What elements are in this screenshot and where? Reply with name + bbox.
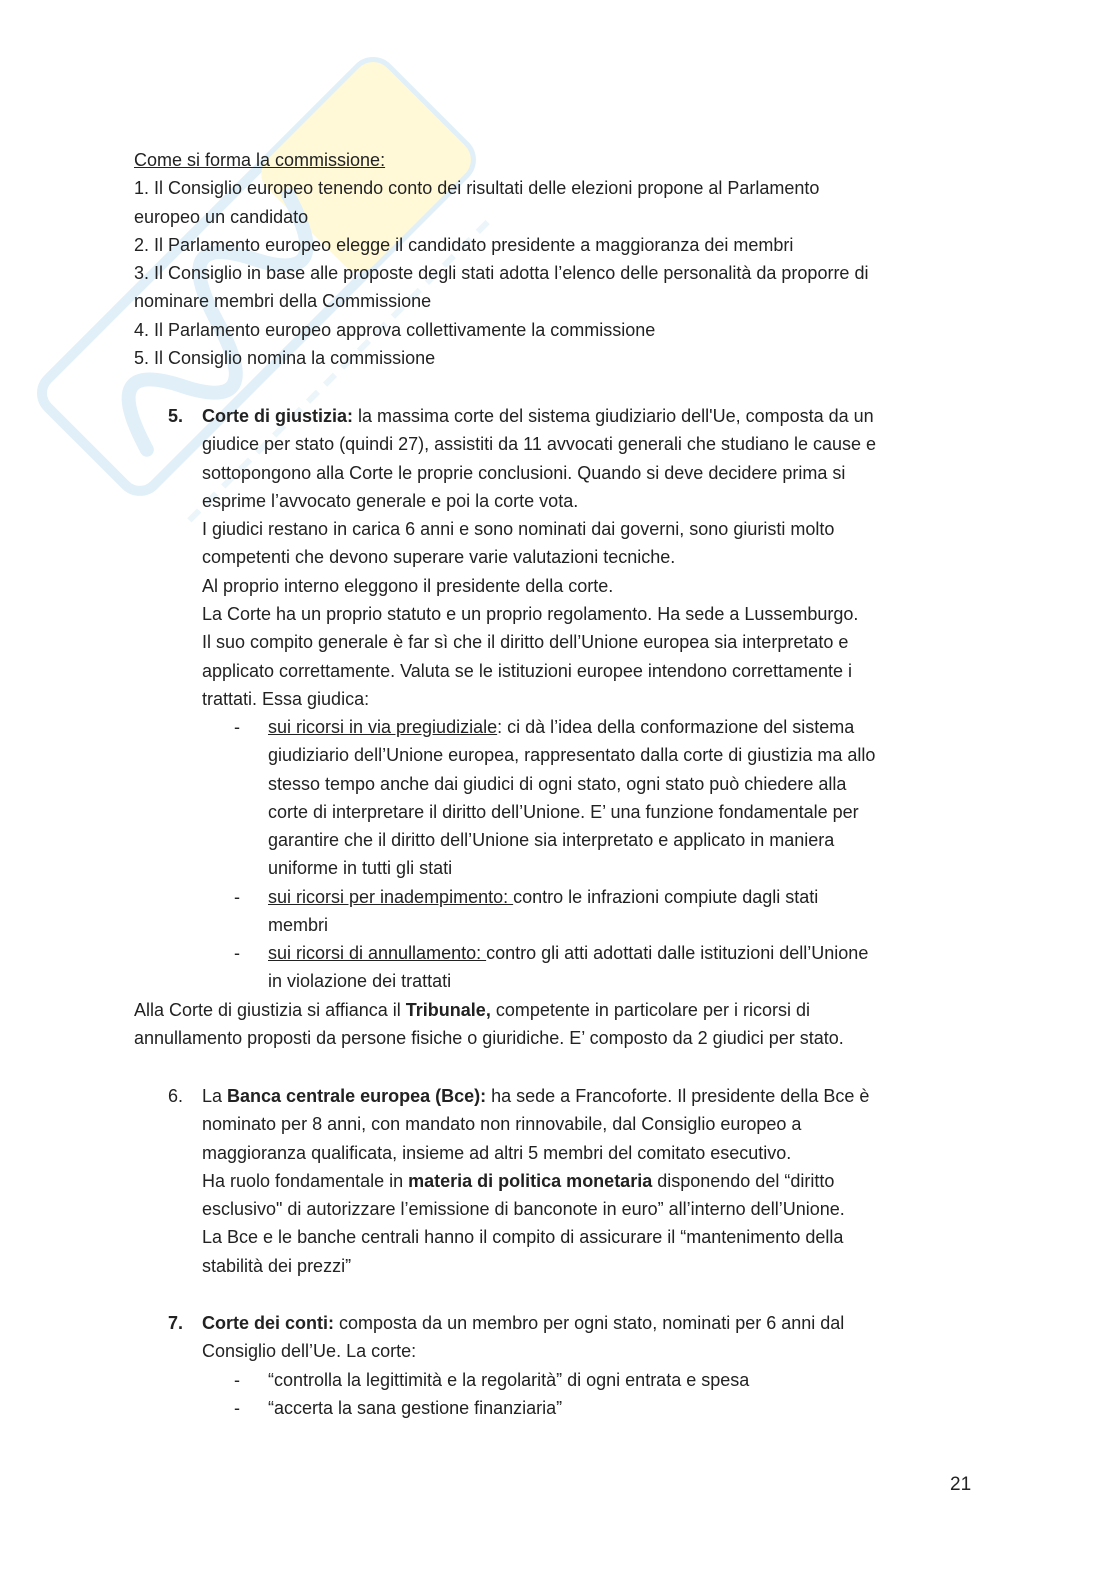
text-line xyxy=(202,543,876,571)
text-line xyxy=(134,146,868,174)
bullet-infringement xyxy=(268,883,818,940)
text-segment: sottopongono alla Corte le proprie conclusioni. Quando si deve decidere prima si xyxy=(202,462,846,483)
text-segment: in violazione dei trattati xyxy=(268,971,452,992)
text-segment: composta da un membro per ogni stato, nominati per 6 anni dal xyxy=(334,1313,845,1333)
bold-text: Tribunale, xyxy=(405,1000,491,1020)
text-line xyxy=(202,572,876,600)
text-segment: esclusivo" di autorizzare l’emissione di banconote in euro” all’interno dell’Unione. xyxy=(202,1199,845,1220)
text-segment: Consiglio dell’Ue. La corte: xyxy=(202,1341,417,1362)
court-of-justice-section xyxy=(202,402,876,713)
text-line xyxy=(268,911,818,939)
text-line xyxy=(202,657,876,685)
text-segment: Al proprio interno eleggono il presidente della corte. xyxy=(202,575,614,596)
court-of-auditors-section xyxy=(202,1309,844,1366)
text-segment: 4. Il Parlamento europeo approva collettivamente la commissione xyxy=(134,319,656,340)
text-segment: 2. Il Parlamento europeo elegge il candidato presidente a maggioranza dei membri xyxy=(134,234,794,255)
text-segment: giudice per stato (quindi 27), assistiti da 11 avvocati generali che studiano le cause e xyxy=(202,434,877,455)
text-line xyxy=(202,1223,869,1251)
text-line xyxy=(134,259,868,287)
text-segment: contro gli atti adottati dalle istituzioni dell’Unione xyxy=(486,943,869,963)
text-line xyxy=(268,713,875,741)
bullet-preliminary xyxy=(268,713,875,883)
bullet-annulment xyxy=(268,939,868,996)
bullet-dash: - xyxy=(234,717,240,737)
text-line xyxy=(134,1024,844,1052)
bold-text: Corte di giustizia: xyxy=(202,406,354,426)
text-segment: 1. Il Consiglio europeo tenendo conto dei risultati delle elezioni propone al Parlamento xyxy=(134,178,820,199)
text-segment: stabilità dei prezzi” xyxy=(202,1255,352,1276)
section-number: 5. xyxy=(168,406,184,426)
bold-text: materia di politica monetaria xyxy=(408,1170,653,1191)
text-line xyxy=(268,967,868,995)
text-line xyxy=(268,854,875,882)
bullet-dash: - xyxy=(234,1398,240,1418)
text-line xyxy=(202,1252,869,1280)
tribunal-paragraph xyxy=(134,996,844,1053)
text-segment: 3. Il Consiglio in base alle proposte degli stati adotta l’elenco delle personalità da proporre di xyxy=(134,263,869,284)
text-line xyxy=(202,628,876,656)
text-line xyxy=(202,685,876,713)
bullet-management xyxy=(268,1394,562,1422)
bold-text: Corte dei conti: xyxy=(202,1313,335,1333)
section-number: 6. xyxy=(168,1086,184,1106)
text-line xyxy=(134,203,868,231)
text-segment: trattati. Essa giudica: xyxy=(202,688,370,709)
text-segment: europeo un candidato xyxy=(134,206,309,227)
text-line xyxy=(134,287,868,315)
text-segment: esprime l’avvocato generale e poi la corte vota. xyxy=(202,490,579,511)
text-line xyxy=(268,1394,562,1422)
text-line xyxy=(202,430,876,458)
text-line xyxy=(202,1082,869,1110)
text-segment: uniforme in tutti gli stati xyxy=(268,858,453,879)
text-line xyxy=(202,402,876,430)
text-segment: Ha ruolo fondamentale in xyxy=(202,1170,409,1191)
text-segment: La Bce e le banche centrali hanno il compito di assicurare il “mantenimento della xyxy=(202,1227,844,1248)
text-segment: giudiziario dell’Unione europea, rappresentato dalla corte di giustizia ma allo xyxy=(268,745,876,766)
text-line xyxy=(202,1167,869,1195)
text-segment: “accerta la sana gestione finanziaria” xyxy=(268,1398,563,1418)
text-line xyxy=(202,600,876,628)
text-line xyxy=(202,459,876,487)
text-segment: membri xyxy=(268,915,329,936)
text-line xyxy=(202,1139,869,1167)
text-segment: stesso tempo anche dai giudici di ogni stato, ogni stato può chiedere alla xyxy=(268,773,847,794)
text-segment: La xyxy=(202,1086,228,1106)
text-line xyxy=(268,741,875,769)
text-line xyxy=(202,1110,869,1138)
text-line xyxy=(268,826,875,854)
text-segment: contro le infrazioni compiute dagli stati xyxy=(513,887,819,907)
text-segment: la massima corte del sistema giudiziario dell'Ue, composta da un xyxy=(353,406,874,426)
text-line xyxy=(202,515,876,543)
text-line xyxy=(134,316,868,344)
text-segment: disponendo del “diritto xyxy=(652,1170,835,1191)
text-line xyxy=(202,1337,844,1365)
section-number: 7. xyxy=(168,1313,184,1333)
underlined-text: sui ricorsi in via pregiudiziale xyxy=(268,717,498,737)
text-line xyxy=(202,1195,869,1223)
text-segment: 5. Il Consiglio nomina la commissione xyxy=(134,348,436,369)
underlined-text: sui ricorsi di annullamento: xyxy=(268,943,487,963)
text-segment: Alla Corte di giustizia si affianca il xyxy=(134,1000,406,1020)
text-line xyxy=(134,996,844,1024)
text-segment: “controlla la legittimità e la regolarità” di ogni entrata e spesa xyxy=(268,1370,750,1390)
text-segment: annullamento proposti da persone fisiche o giuridiche. E’ composto da 2 giudici per stato. xyxy=(134,1028,844,1049)
text-line xyxy=(134,174,868,202)
text-line xyxy=(134,231,868,259)
text-segment: garantire che il diritto dell’Unione sia interpretato e applicato in maniera xyxy=(268,830,835,851)
text-segment: applicato correttamente. Valuta se le istituzioni europee intendono correttamente i xyxy=(202,660,853,681)
text-line xyxy=(268,798,875,826)
bullet-dash: - xyxy=(234,887,240,907)
bold-text: Banca centrale europea (Bce): xyxy=(227,1086,487,1106)
bullet-dash: - xyxy=(234,1370,240,1390)
text-line xyxy=(134,344,868,372)
text-segment: La Corte ha un proprio statuto e un proprio regolamento. Ha sede a Lussemburgo. xyxy=(202,604,859,625)
text-line xyxy=(268,883,818,911)
text-segment: : ci dà l’idea della conformazione del sistema xyxy=(497,717,855,737)
text-line xyxy=(268,770,875,798)
page-number: 21 xyxy=(950,1474,972,1495)
text-segment: nominato per 8 anni, con mandato non rinnovabile, dal Consiglio europeo a xyxy=(202,1114,802,1135)
ecb-section xyxy=(202,1082,869,1280)
text-line xyxy=(268,1366,749,1394)
bullet-legality xyxy=(268,1366,749,1394)
text-line xyxy=(268,939,868,967)
text-segment: nominare membri della Commissione xyxy=(134,291,432,312)
text-segment: corte di interpretare il diritto dell’Unione. E’ una funzione fondamentale per xyxy=(268,801,859,822)
underlined-text: sui ricorsi per inadempimento: xyxy=(268,887,514,907)
text-segment: I giudici restano in carica 6 anni e sono nominati dai governi, sono giuristi molto xyxy=(202,519,835,540)
text-line xyxy=(202,487,876,515)
text-segment: maggioranza qualificata, insieme ad altri 5 membri del comitato esecutivo. xyxy=(202,1142,792,1163)
text-segment: competenti che devono superare varie valutazioni tecniche. xyxy=(202,547,676,568)
underlined-text: Come si forma la commissione: xyxy=(134,150,386,170)
commission-list xyxy=(134,146,868,372)
text-line xyxy=(202,1309,844,1337)
text-segment: ha sede a Francoforte. Il presidente della Bce è xyxy=(486,1086,870,1106)
text-segment: competente in particolare per i ricorsi di xyxy=(490,1000,810,1020)
bullet-dash: - xyxy=(234,943,240,963)
text-segment: Il suo compito generale è far sì che il diritto dell’Unione europea sia interpretato e xyxy=(202,632,849,653)
